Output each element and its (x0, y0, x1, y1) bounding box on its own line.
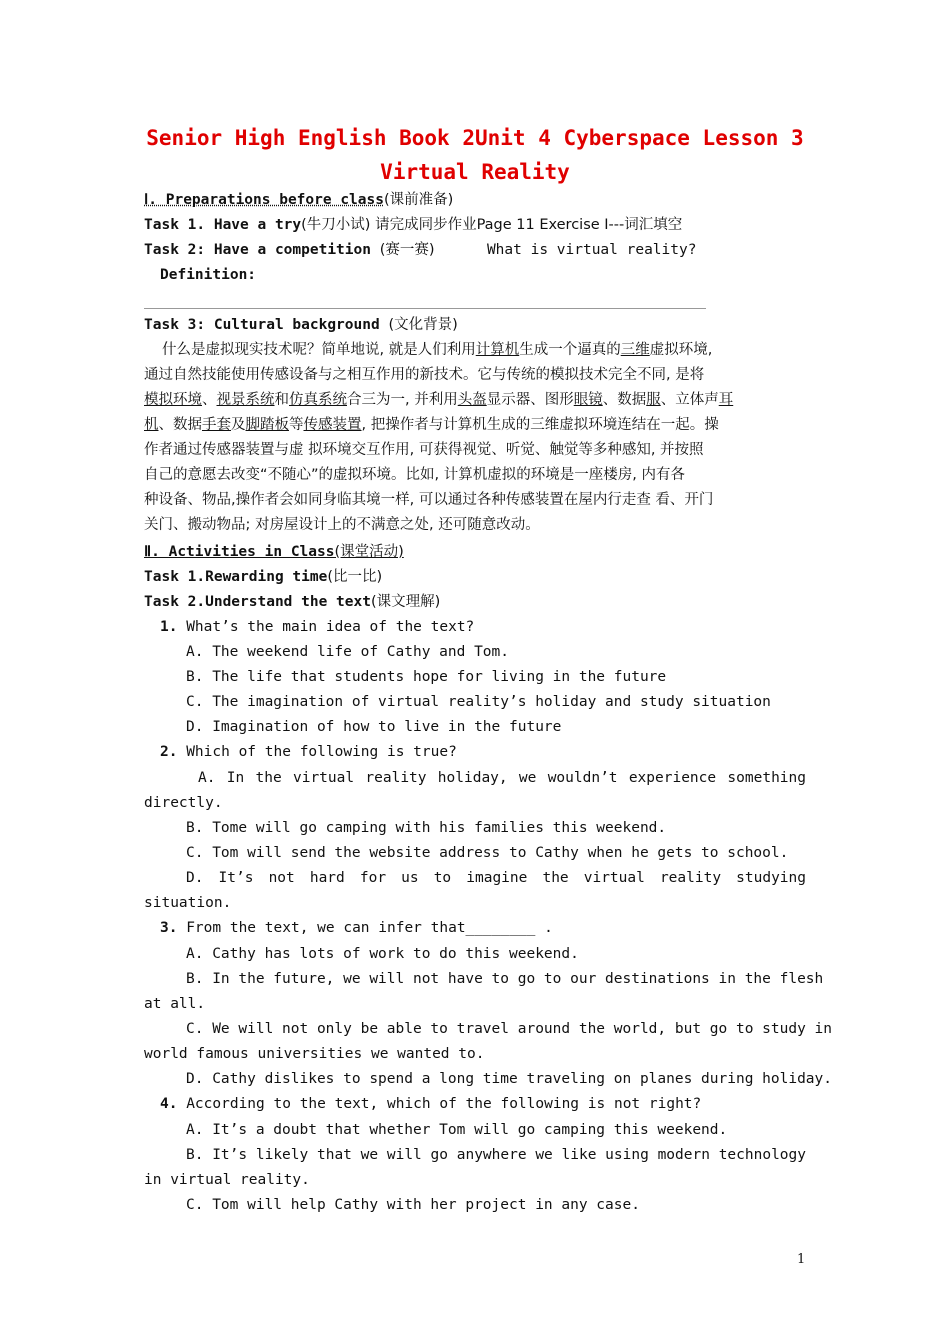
question-1: 1. What’s the main idea of the text? (160, 619, 475, 635)
q2-option-a: A. In the virtual reality holiday, we wouldn’t experience something (198, 770, 806, 786)
section-1-heading: Ⅰ. Preparations before class(课前准备) (144, 192, 454, 208)
para-line-1: 什么是虚拟现实技术呢？简单地说, 就是人们利用计算机生成一个逼真的三维虚拟环境, (162, 342, 713, 358)
q4-option-b-cont: in virtual reality. (144, 1172, 310, 1188)
title-line-2: Virtual Reality (380, 160, 570, 184)
para-line-6: 自己的意愿去改变“不随心”的虚拟环境。比如, 计算机虚拟的环境是一座楼房, 内有各 (144, 467, 685, 483)
q4-option-b: B. It’s likely that we will go anywhere we like using modern technology (186, 1147, 806, 1163)
section-2-task-1: Task 1.Rewarding time(比一比) (144, 569, 383, 585)
q3-option-c-cont: world famous universities we wanted to. (144, 1046, 485, 1062)
q3-option-b: B. In the future, we will not have to go to our destinations in the flesh (186, 971, 824, 987)
q3-option-c: C. We will not only be able to travel around the world, but go to study in (186, 1021, 833, 1037)
para-line-4: 机、数据手套及脚踏板等传感装置, 把操作者与计算机生成的三维虚拟环境连结在一起。操 (144, 417, 719, 433)
task-3-line: Task 3: Cultural background (文化背景) (144, 317, 458, 333)
question-3: 3. From the text, we can infer that________ . (160, 920, 553, 936)
q1-option-a: A. The weekend life of Cathy and Tom. (186, 644, 510, 660)
task-2-line: Task 2: Have a competition (赛一赛) What is virtual reality? (144, 242, 697, 258)
q3-option-d: D. Cathy dislikes to spend a long time traveling on planes during holiday. (186, 1071, 833, 1087)
q1-option-c: C. The imagination of virtual reality’s holiday and study situation (186, 694, 771, 710)
q4-option-c: C. Tom will help Cathy with her project in any case. (186, 1197, 640, 1213)
question-2: 2. Which of the following is true? (160, 744, 457, 760)
page-number: 1 (797, 1252, 806, 1267)
q2-option-d: D. It’s not hard for us to imagine the virtual reality studying (186, 870, 806, 886)
q2-option-d-cont: situation. (144, 895, 232, 911)
q3-option-b-cont: at all. (144, 996, 206, 1012)
title-line-1: Senior High English Book 2Unit 4 Cyberspace Lesson 3 (146, 126, 804, 150)
q2-option-a-cont: directly. (144, 795, 223, 811)
q2-option-b: B. Tome will go camping with his families this weekend. (186, 820, 667, 836)
section-2-heading: Ⅱ. Activities in Class(课堂活动) (144, 544, 404, 560)
task-1-line: Task 1. Have a try(牛刀小试) 请完成同步作业Page 11 Exercise I---词汇填空 (144, 217, 683, 233)
q1-option-d: D. Imagination of how to live in the future (186, 719, 562, 735)
para-line-8: 关门、搬动物品; 对房屋设计上的不满意之处, 还可随意改动。 (144, 517, 540, 533)
document-title (144, 121, 806, 189)
answer-line (144, 308, 706, 309)
question-4: 4. According to the text, which of the following is not right? (160, 1096, 702, 1112)
para-line-3: 模拟环境、视景系统和仿真系统合三为一, 并利用头盔显示器、图形眼镜、数据服、立体声耳 (144, 392, 734, 408)
definition-label: Definition: (160, 267, 257, 283)
q2-option-c: C. Tom will send the website address to Cathy when he gets to school. (186, 845, 789, 861)
para-line-2: 通过自然技能使用传感设备与之相互作用的新技术。它与传统的模拟技术完全不同, 是将 (144, 367, 705, 383)
section-2-task-2: Task 2.Understand the text(课文理解) (144, 594, 441, 610)
q4-option-a: A. It’s a doubt that whether Tom will go camping this weekend. (186, 1122, 728, 1138)
para-line-7: 种设备、物品,操作者会如同身临其境一样, 可以通过各种传感装置在屋内行走查 看、开门 (144, 492, 714, 508)
q1-option-b: B. The life that students hope for living in the future (186, 669, 667, 685)
para-line-5: 作者通过传感器装置与虚 拟环境交互作用, 可获得视觉、听觉、触觉等多种感知, 并按照 (144, 442, 704, 458)
q3-option-a: A. Cathy has lots of work to do this weekend. (186, 946, 579, 962)
